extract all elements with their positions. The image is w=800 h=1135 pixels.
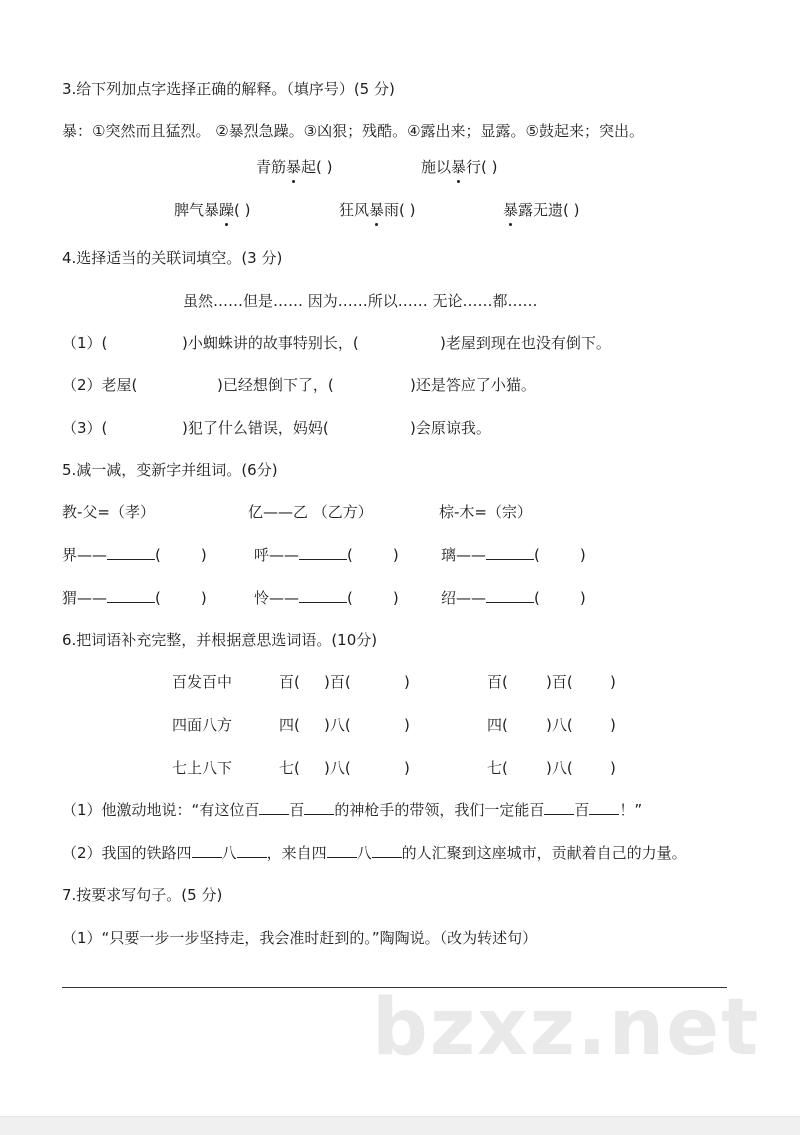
answer-blank[interactable] bbox=[259, 800, 289, 815]
q6-sentence-2: （2）我国的铁路四 八 ，来自四 八 的人汇聚到这座城市，贡献着自己的力量。 bbox=[62, 844, 687, 862]
q3-item-1: 青筋暴起( ) bbox=[256, 158, 333, 176]
answer-blank[interactable] bbox=[486, 588, 534, 603]
answer-blank[interactable]: ( ) bbox=[563, 201, 580, 219]
answer-blank[interactable]: ( ) bbox=[399, 201, 416, 219]
answer-blank[interactable] bbox=[299, 545, 347, 560]
q5-row1-item2: 呼—— ( ) bbox=[254, 546, 399, 564]
q7-heading: 7.按要求写句子。(5 分) bbox=[62, 886, 223, 904]
q6-sentence-1: （1）他激动地说：“有这位百 百 的神枪手的带领，我们一定能百 百 ！” bbox=[62, 801, 643, 819]
q4-choices: 虽然……但是…… 因为……所以…… 无论……都…… bbox=[183, 292, 538, 310]
q7-sentence-1: （1）“只要一步一步坚持走，我会准时赶到的。”陶陶说。（改为转述句） bbox=[62, 929, 538, 947]
answer-blank[interactable] bbox=[304, 800, 334, 815]
q5-row2-item1: 猬—— ( ) bbox=[62, 589, 207, 607]
q5-row2-item3: 绍—— ( ) bbox=[441, 589, 586, 607]
q5-example-3: 棕-木=（宗） bbox=[439, 503, 532, 521]
answer-blank[interactable] bbox=[372, 843, 402, 858]
q5-example-2: 亿——乙 （乙方） bbox=[248, 503, 373, 521]
answer-blank[interactable] bbox=[544, 800, 574, 815]
page-bottom-edge bbox=[0, 1116, 800, 1135]
q4-heading: 4.选择适当的关联词填空。(3 分) bbox=[62, 249, 283, 267]
answer-blank[interactable]: ( ) bbox=[234, 201, 251, 219]
answer-blank[interactable] bbox=[107, 588, 155, 603]
answer-blank[interactable] bbox=[327, 843, 357, 858]
answer-blank[interactable] bbox=[192, 843, 222, 858]
q5-row1-item3: 璃—— ( ) bbox=[441, 546, 586, 564]
q3-definitions: 暴：①突然而且猛烈。 ②暴烈急躁。③凶狠；残酷。④露出来；显露。⑤鼓起来；突出。 bbox=[62, 122, 645, 140]
q5-heading: 5.减一减，变新字并组词。(6分) bbox=[62, 461, 278, 479]
q3-item-2: 施以暴行( ) bbox=[421, 158, 498, 176]
answer-blank[interactable] bbox=[589, 800, 619, 815]
q5-row1-item1: 界—— ( ) bbox=[62, 546, 207, 564]
answer-blank[interactable] bbox=[486, 545, 534, 560]
q3-item-5: 暴露无遗( ) bbox=[503, 201, 580, 219]
watermark: bzxz.net bbox=[372, 983, 761, 1073]
q3-item-3: 脾气暴躁( ) bbox=[174, 201, 251, 219]
answer-blank[interactable] bbox=[299, 588, 347, 603]
answer-blank[interactable]: ( ) bbox=[481, 158, 498, 176]
q5-row2-item2: 怜—— ( ) bbox=[254, 589, 399, 607]
q5-example-1: 教-父=（孝） bbox=[62, 503, 155, 521]
answer-blank[interactable] bbox=[237, 843, 267, 858]
q3-item-4: 狂风暴雨( ) bbox=[339, 201, 416, 219]
q3-heading: 3.给下列加点字选择正确的解释。（填序号）(5 分) bbox=[62, 80, 395, 98]
q6-heading: 6.把词语补充完整，并根据意思选词语。(10分) bbox=[62, 631, 378, 649]
answer-blank[interactable] bbox=[107, 545, 155, 560]
answer-blank[interactable]: ( ) bbox=[316, 158, 333, 176]
